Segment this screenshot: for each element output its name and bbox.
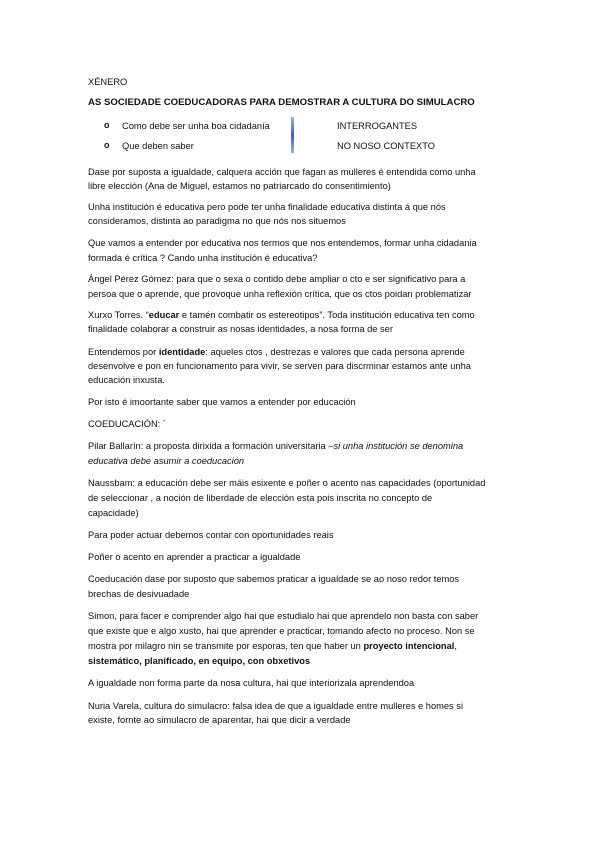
- section-heading: COEDUCACIÓN: ´: [88, 419, 166, 429]
- paragraph-line: educación inxusta.: [88, 375, 166, 385]
- paragraph-line: que existe que e algo xusto, hai que aprender e practicar, tomando afecto no proceso. Non se: [88, 626, 475, 636]
- paragraph-line: Dase por suposta a igualdade, calquera acción que fagan as mulleres é entendida como unha: [88, 167, 476, 177]
- paragraph-line: persoa que o aprende, que provoque unha reflexión crítica, que os ctos poidan problematizar: [88, 289, 472, 299]
- paragraph-line: Simon, para facer e comprender algo hai que estudialo hai que aprendelo non basta con saber: [88, 611, 479, 621]
- bold-run: educar: [148, 310, 180, 320]
- paragraph-line: Ángel Pérez Gómez: para que o sexa o contido debe ampliar o cto e ser significativo para a: [88, 274, 466, 284]
- document-title: AS SOCIEDADE COEDUCADORAS PARA DEMOSTRAR A CULTURA DO SIMULACRO: [88, 97, 475, 108]
- bullet-item-2: Que deben saber: [122, 141, 194, 151]
- paragraph-line: brechas de desivuadade: [88, 589, 190, 599]
- bullet-marker: o: [104, 120, 110, 130]
- bullet-item-2-right: NO NOSO CONTEXTO: [337, 141, 435, 151]
- paragraph-line: Poñer o acento en aprender a practicar a igualdade: [88, 552, 301, 562]
- paragraph-line: Por isto é imoortante saber que vamos a entender por educación: [88, 397, 356, 407]
- paragraph-line: capacidade): [88, 508, 139, 518]
- paragraph-line: [88, 346, 465, 358]
- paragraph-line: Coeducación dase por suposto que sabemos praticar a igualdade se ao noso redor temos: [88, 574, 460, 584]
- text-run: e tamén combatir os estereotipos”. Toda institución educativa ten como: [179, 310, 475, 320]
- paragraph-line: de seleccionar , a noción de liberdade de elección esta pois inscrita no concepto de: [88, 493, 433, 503]
- paragraph-line: formada é crítica ? Cando unha institución é educativa?: [88, 253, 318, 263]
- bullet-item-1: Como debe ser unha boa cidadanía: [122, 121, 270, 131]
- paragraph-line: libre elección (Ana de Miguel, estamos no patriarcado do consentimiento): [88, 181, 391, 191]
- paragraph-line: Nuria Varela, cultura do simulacro: falsa idea de que a igualdade entre mulleres e homes si: [88, 701, 464, 711]
- paragraph-line: Que vamos a entender por educativa nos termos que nos entendemos, formar unha cidadania: [88, 238, 477, 248]
- paragraph-line: [88, 309, 475, 321]
- text-run: mostra por milagro nin se transmite por esporas, ten que haber un: [88, 641, 364, 651]
- text-run: Entendemos por: [88, 347, 159, 357]
- paragraph-line: sistemático, planificado, en equipo, con obxetivos: [88, 656, 311, 666]
- bullet-marker: o: [104, 140, 110, 150]
- paragraph-line: finalidade colaborar a construir as nosas identidades, a nosa forma de ser: [88, 324, 393, 334]
- paragraph-line: Unha institución é educativa pero pode ter unha finalidade educativa distinta á que nós: [88, 202, 446, 212]
- paragraph-line: existe, fornte ao simulacro de aparentar, hai que dicir a verdade: [88, 715, 351, 725]
- paragraph-line: desenvolve e pon en funcionamento para vivir, se serven para discrminar estamos ante unha: [88, 361, 471, 371]
- text-cursor-marker: [291, 117, 294, 153]
- bold-run: identidade: [158, 347, 206, 357]
- paragraph-line: Naussbam: a educación debe ser máis esixente e poñer o acento nas capacidades (oportunidad: [88, 478, 486, 488]
- text-run: Xurxo Torres. “: [88, 310, 149, 320]
- text-run: ,: [454, 641, 457, 651]
- bold-run: proyecto intencional: [363, 641, 455, 651]
- bullet-item-1-right: INTERROGANTES: [337, 121, 418, 131]
- italic-run: si unha institución se denomina: [333, 441, 464, 451]
- text-run: : aqueles ctos , destrezas e valores que cada persona aprende: [205, 347, 465, 357]
- document-heading: XÉNERO: [88, 77, 128, 87]
- text-run: Pilar Ballarín: a proposta dirixida a formación universitaria –: [88, 441, 334, 451]
- paragraph-line: A igualdade non forma parte da nosa cultura, hai que interiorizala aprendendoa: [88, 678, 415, 688]
- paragraph-line: consideramos, distinta ao paradigma no que nós nos situemos: [88, 216, 346, 226]
- paragraph-line: [88, 640, 457, 652]
- paragraph-line: educativa debe asumir a coeducación: [88, 456, 245, 466]
- paragraph-line: Para poder actuar debemos contar con oportunidades reais: [88, 530, 334, 540]
- paragraph-line: [88, 440, 463, 452]
